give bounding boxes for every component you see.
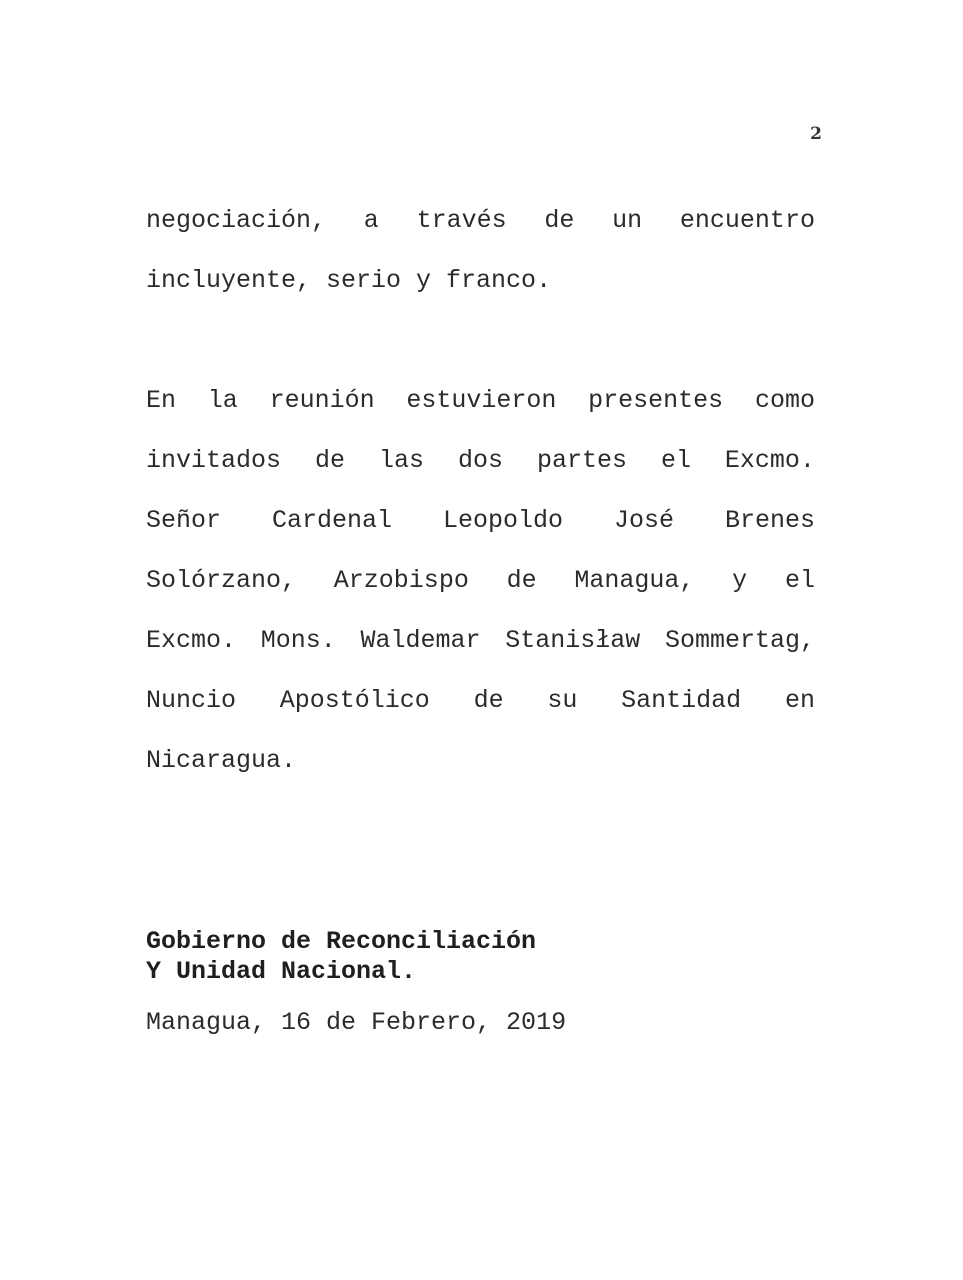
word: en xyxy=(784,686,815,715)
word: Brenes xyxy=(724,506,815,535)
word: de xyxy=(544,206,575,235)
place-date: Managua, 16 de Febrero, 2019 xyxy=(146,1008,567,1037)
word: Solórzano, xyxy=(146,566,297,595)
signature-line-2: Y Unidad Nacional. xyxy=(146,957,417,986)
paragraph-2-line-1 xyxy=(146,386,815,416)
word: de xyxy=(315,446,346,475)
word: Leopoldo xyxy=(442,506,564,535)
word: Excmo. xyxy=(146,626,237,655)
word: Waldemar xyxy=(360,626,481,655)
paragraph-2-line-7: Nicaragua. xyxy=(146,746,297,775)
word: el xyxy=(784,566,815,595)
word: las xyxy=(378,446,424,475)
word: y xyxy=(732,566,748,595)
word: negociación, xyxy=(146,206,327,235)
word: Excmo. xyxy=(724,446,815,475)
word: Managua, xyxy=(574,566,695,595)
word: En xyxy=(146,386,177,415)
word: presentes xyxy=(588,386,724,415)
paragraph-1-line-1 xyxy=(146,206,815,236)
word: la xyxy=(207,386,238,415)
paragraph-2-line-3 xyxy=(146,506,815,536)
page-number: 2 xyxy=(810,124,822,144)
word: Sommertag, xyxy=(664,626,815,655)
paragraph-1-line-2: incluyente, serio y franco. xyxy=(146,266,552,295)
paragraph-2-line-2 xyxy=(146,446,815,476)
word: través xyxy=(416,206,507,235)
word: Stanisław xyxy=(505,626,641,655)
word: invitados xyxy=(146,446,282,475)
word: partes xyxy=(536,446,627,475)
word: Señor xyxy=(146,506,222,535)
word: el xyxy=(660,446,691,475)
signature-line-1: Gobierno de Reconciliación xyxy=(146,927,537,956)
word: encuentro xyxy=(679,206,815,235)
word: estuvieron xyxy=(406,386,557,415)
word: su xyxy=(547,686,578,715)
word: José xyxy=(613,506,674,535)
word: Arzobispo xyxy=(333,566,469,595)
word: Apostólico xyxy=(279,686,430,715)
word: dos xyxy=(457,446,503,475)
paragraph-2-line-4 xyxy=(146,566,815,596)
word: Santidad xyxy=(621,686,742,715)
word: como xyxy=(754,386,815,415)
paragraph-2-line-5 xyxy=(146,626,815,656)
paragraph-2-line-6 xyxy=(146,686,815,716)
word: de xyxy=(473,686,504,715)
word: Mons. xyxy=(260,626,336,655)
word: un xyxy=(612,206,643,235)
word: a xyxy=(363,206,379,235)
word: de xyxy=(506,566,537,595)
word: Nuncio xyxy=(146,686,237,715)
word: reunión xyxy=(269,386,375,415)
word: Cardenal xyxy=(271,506,393,535)
